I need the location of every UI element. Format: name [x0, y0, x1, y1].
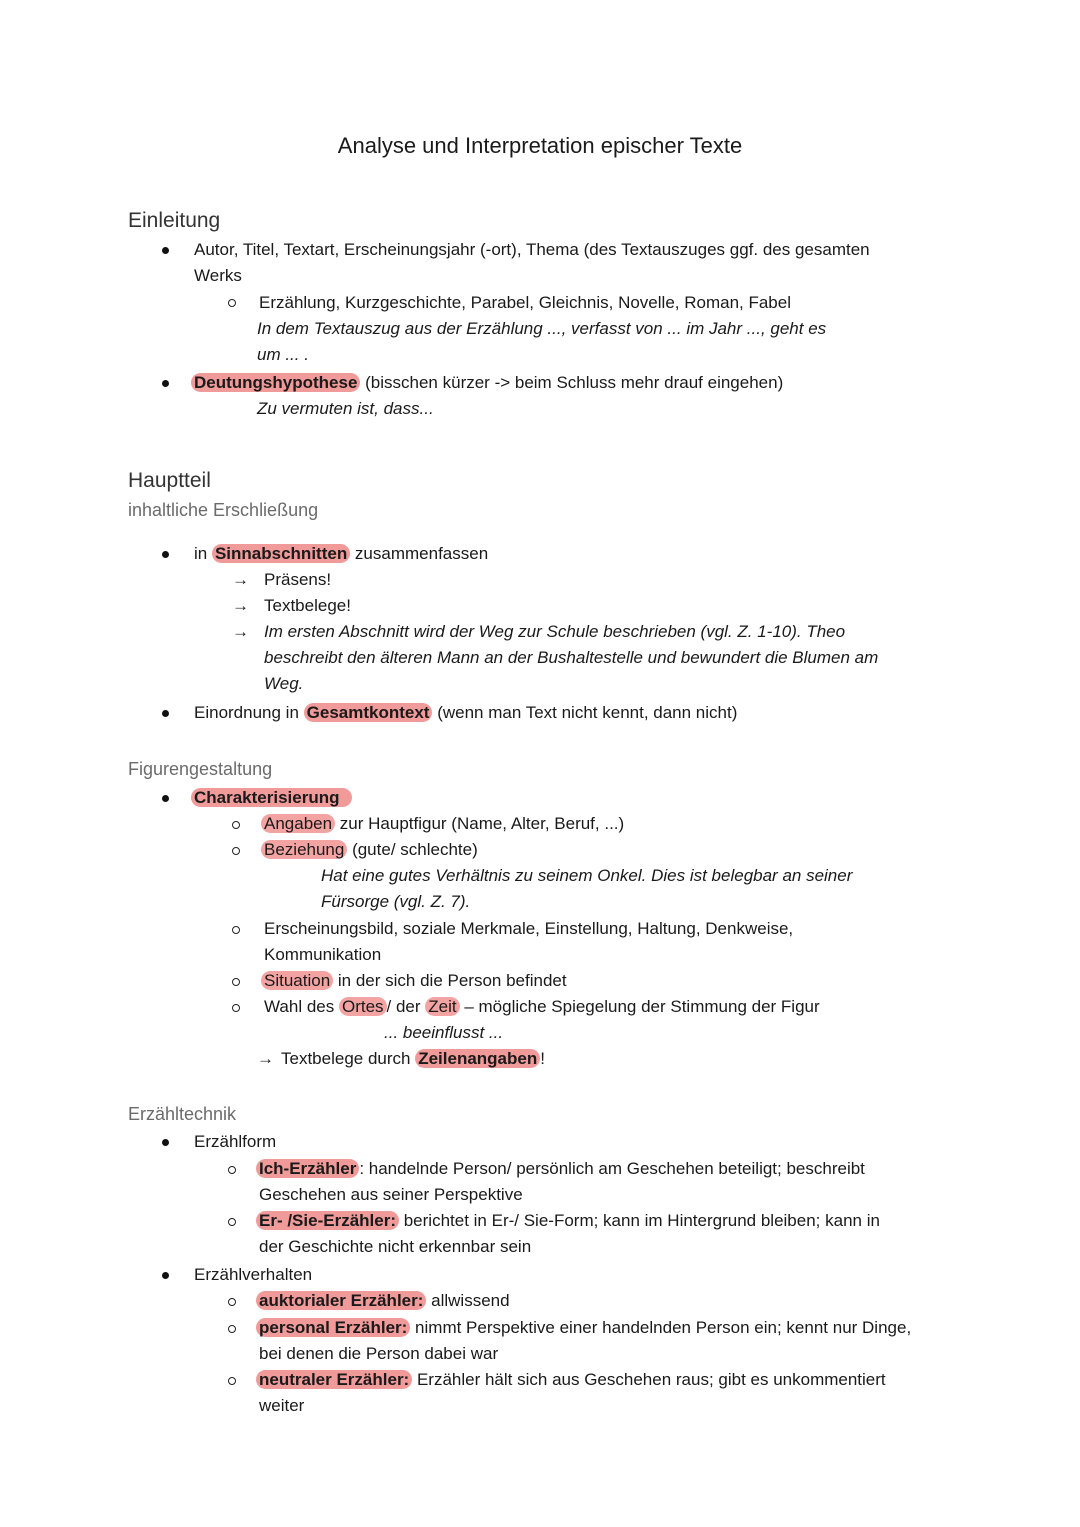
highlight-personal-erzaehler: personal Erzähler:: [256, 1318, 410, 1337]
er-sie-erzaehler-text: berichtet in Er-/ Sie-Form; kann im Hintergrund bleiben; kann in: [399, 1211, 880, 1230]
highlight-deutungshypothese: Deutungshypothese: [191, 373, 360, 392]
figuren-ort-zeit-post: – mögliche Spiegelung der Stimmung der Figur: [459, 997, 820, 1016]
hauptteil-example-line-1: Im ersten Abschnitt wird der Weg zur Schule beschrieben (vgl. Z. 1-10). Theo: [264, 622, 846, 641]
hauptteil-bullet-2-pre: Einordnung in: [194, 703, 304, 722]
figuren-example-line-1: Hat eine gutes Verhältnis zu seinem Onkel. Dies ist belegbar an seiner: [321, 866, 853, 885]
hollow-circle-icon: [232, 821, 240, 829]
figuren-situation: [261, 970, 567, 992]
bullet-dot-icon: [162, 1139, 169, 1146]
highlight-beziehung: Beziehung: [261, 840, 347, 859]
figuren-ort-zeit-pre: Wahl des: [264, 997, 339, 1016]
hauptteil-bullet-2-post: (wenn man Text nicht kennt, dann nicht): [432, 703, 738, 722]
hollow-circle-icon: [228, 1166, 236, 1174]
hollow-circle-icon: [228, 1298, 236, 1306]
heading-erzaehltechnik: Erzähltechnik: [128, 1104, 237, 1124]
ich-erzaehler: [256, 1158, 865, 1180]
er-sie-erzaehler-line-2: der Geschichte nicht erkennbar sein: [259, 1237, 532, 1256]
einleitung-example-2: Zu vermuten ist, dass...: [257, 399, 434, 418]
er-sie-erzaehler: [256, 1210, 880, 1232]
hollow-circle-icon: [232, 847, 240, 855]
highlight-neutraler-erzaehler: neutraler Erzähler:: [256, 1370, 412, 1389]
hauptteil-bullet-1-post: zusammenfassen: [350, 544, 489, 563]
figuren-beziehung: [261, 839, 478, 861]
einleitung-bullet-1-line-2: Werks: [194, 266, 242, 285]
personal-erzaehler: [256, 1317, 911, 1339]
bullet-dot-icon: [162, 380, 169, 387]
figuren-bullet-1: [191, 787, 352, 809]
page-title: Analyse und Interpretation epischer Texte: [337, 133, 743, 158]
hollow-circle-icon: [228, 1218, 236, 1226]
bullet-dot-icon: [162, 551, 169, 558]
right-arrow-icon: →: [232, 570, 249, 589]
personal-erzaehler-line-2: bei denen die Person dabei war: [259, 1344, 499, 1363]
hauptteil-textbelege: Textbelege!: [264, 596, 351, 615]
highlight-zeit: Zeit: [425, 997, 459, 1016]
figuren-example-2: ... beeinflusst ...: [384, 1023, 504, 1042]
heading-figurengestaltung: Figurengestaltung: [128, 759, 273, 779]
highlight-sinnabschnitten: Sinnabschnitten: [212, 544, 350, 563]
ich-erzaehler-line-2: Geschehen aus seiner Perspektive: [259, 1185, 523, 1204]
hauptteil-bullet-1: [194, 543, 488, 565]
figuren-ort-zeit: [264, 996, 820, 1018]
auktorialer-erzaehler-text: allwissend: [426, 1291, 510, 1310]
highlight-ich-erzaehler: Ich-Erzähler: [256, 1159, 359, 1178]
neutraler-erzaehler: [256, 1369, 886, 1391]
auktorialer-erzaehler: [256, 1290, 510, 1312]
erzaehlform: Erzählform: [194, 1132, 277, 1151]
highlight-er-sie-erzaehler: Er- /Sie-Erzähler:: [256, 1211, 399, 1230]
hauptteil-example-line-3: Weg.: [264, 674, 304, 693]
bullet-dot-icon: [162, 247, 169, 254]
hollow-circle-icon: [228, 1377, 236, 1385]
figuren-beziehung-text: (gute/ schlechte): [347, 840, 478, 859]
highlight-angaben: Angaben: [261, 814, 335, 833]
heading-hauptteil: Hauptteil: [128, 469, 211, 492]
heading-einleitung: Einleitung: [128, 209, 221, 232]
einleitung-bullet-2-text: (bisschen kürzer -> beim Schluss mehr drauf eingehen): [360, 373, 784, 392]
figuren-merkmale-line-2: Kommunikation: [264, 945, 382, 964]
figuren-angaben-text: zur Hauptfigur (Name, Alter, Beruf, ...): [335, 814, 625, 833]
subheading-inhaltliche-erschliessung: inhaltliche Erschließung: [128, 500, 319, 520]
figuren-angaben: [261, 813, 624, 835]
figuren-textbelege-post: !: [540, 1049, 545, 1068]
highlight-gesamtkontext: Gesamtkontext: [304, 703, 433, 722]
neutraler-erzaehler-line-2: weiter: [259, 1396, 305, 1415]
figuren-textbelege-pre: Textbelege durch: [281, 1049, 416, 1068]
figuren-ort-zeit-mid: / der: [386, 997, 426, 1016]
hollow-circle-icon: [232, 1004, 240, 1012]
hollow-circle-icon: [228, 1325, 236, 1333]
highlight-zeilenangaben: Zeilenangaben: [415, 1049, 540, 1068]
right-arrow-icon: →: [232, 622, 249, 641]
highlight-situation: Situation: [261, 971, 333, 990]
hauptteil-example-line-2: beschreibt den älteren Mann an der Bushaltestelle und bewundert die Blumen am: [264, 648, 879, 667]
einleitung-example-line-2: um ... .: [257, 345, 309, 364]
highlight-charakterisierung: Charakterisierung: [191, 788, 352, 807]
right-arrow-icon: →: [232, 596, 249, 615]
hollow-circle-icon: [232, 978, 240, 986]
ich-erzaehler-text: : handelnde Person/ persönlich am Geschehen beteiligt; beschreibt: [359, 1159, 865, 1178]
neutraler-erzaehler-text: Erzähler hält sich aus Geschehen raus; gibt es unkommentiert: [412, 1370, 886, 1389]
bullet-dot-icon: [162, 710, 169, 717]
einleitung-textarten: Erzählung, Kurzgeschichte, Parabel, Gleichnis, Novelle, Roman, Fabel: [259, 293, 791, 312]
einleitung-bullet-1-line-1: Autor, Titel, Textart, Erscheinungsjahr (-ort), Thema (des Textauszuges ggf. des gesamten: [194, 240, 870, 259]
personal-erzaehler-text: nimmt Perspektive einer handelnden Person ein; kennt nur Dinge,: [410, 1318, 912, 1337]
bullet-dot-icon: [162, 1272, 169, 1279]
hollow-circle-icon: [232, 926, 240, 934]
hauptteil-praesens: Präsens!: [264, 570, 332, 589]
einleitung-example-line-1: In dem Textauszug aus der Erzählung ..., verfasst von ... im Jahr ..., geht es: [257, 319, 827, 338]
figuren-example-line-2: Fürsorge (vgl. Z. 7).: [321, 892, 471, 911]
hauptteil-bullet-1-pre: in: [194, 544, 212, 563]
figuren-textbelege: [281, 1048, 545, 1070]
right-arrow-icon: →: [257, 1049, 274, 1068]
highlight-ortes: Ortes: [339, 997, 387, 1016]
highlight-auktorialer-erzaehler: auktorialer Erzähler:: [256, 1291, 426, 1310]
hollow-circle-icon: [228, 299, 236, 307]
figuren-situation-text: in der sich die Person befindet: [333, 971, 567, 990]
hauptteil-bullet-2: [194, 702, 737, 724]
bullet-dot-icon: [162, 795, 169, 802]
einleitung-bullet-2: [191, 372, 783, 394]
erzaehlverhalten: Erzählverhalten: [194, 1265, 313, 1284]
figuren-merkmale-line-1: Erscheinungsbild, soziale Merkmale, Einstellung, Haltung, Denkweise,: [264, 919, 794, 938]
